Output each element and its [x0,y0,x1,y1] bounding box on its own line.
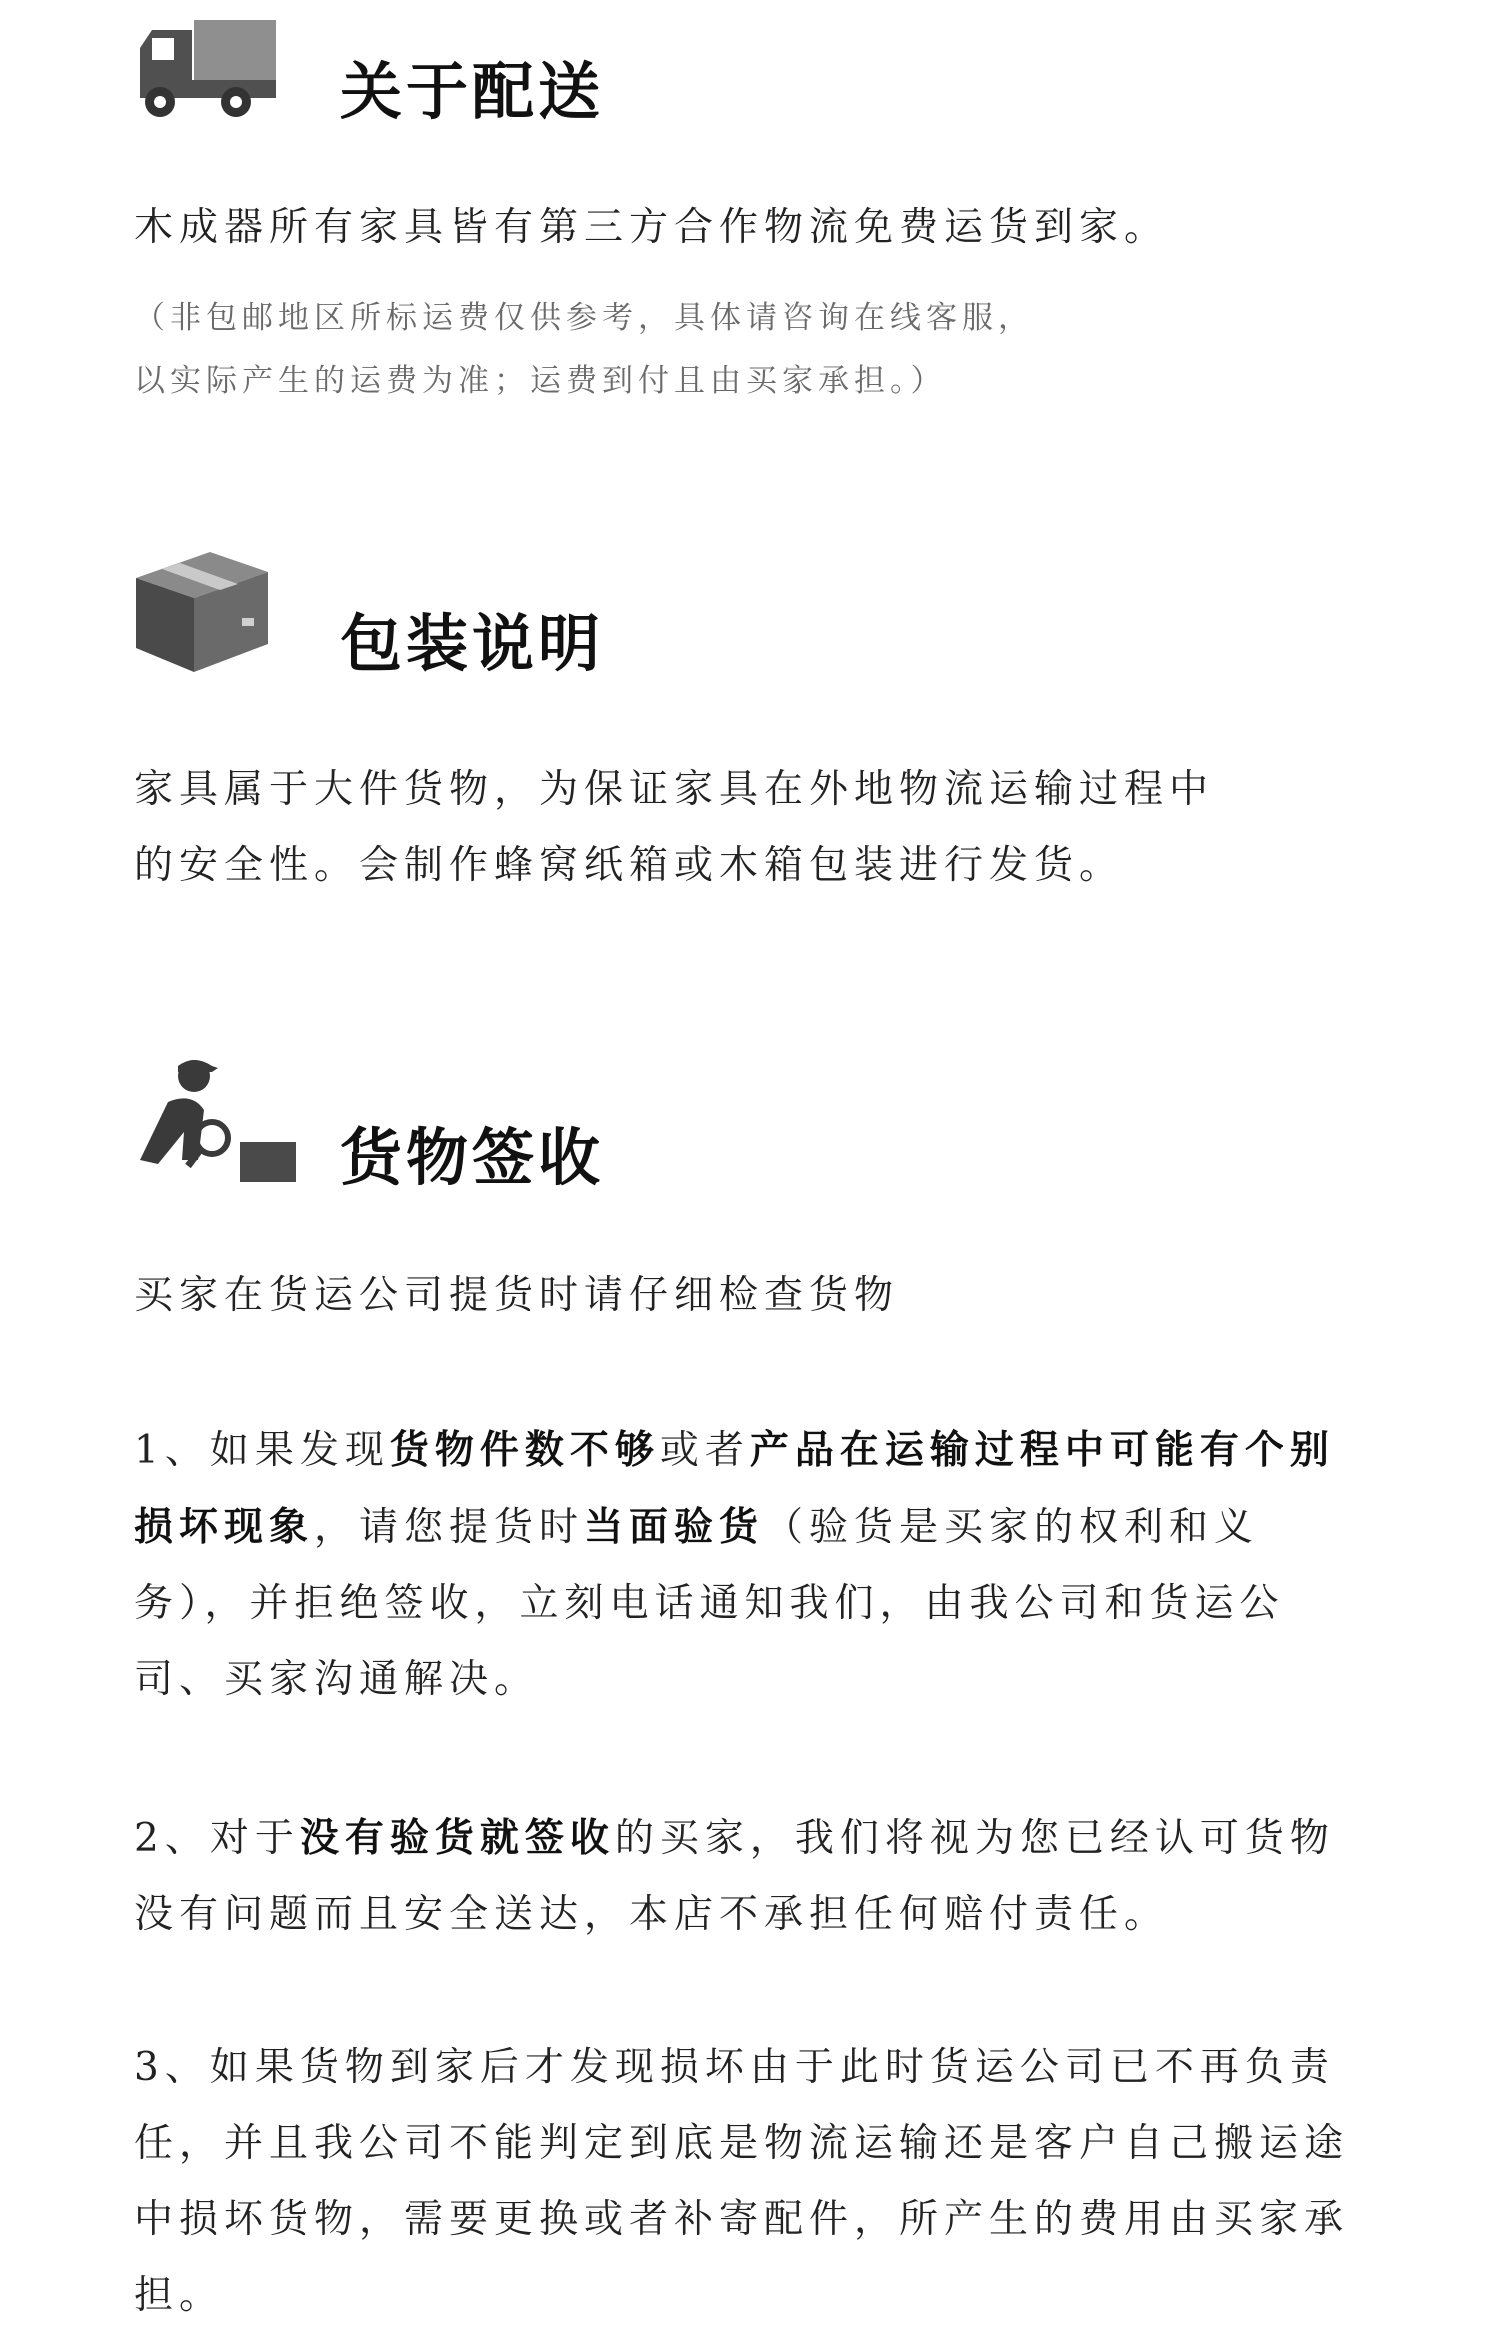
item-2-text-b: 的买家，我们将视为您已经认可货物没有问题而且安全送达，本店不承担任何赔付责任。 [134,1816,1335,1937]
item-1-text-a: 1、如果发现 [134,1428,390,1473]
item-2-bold-a: 没有验货就签收 [299,1815,615,1861]
item-1-bold-a: 货物件数不够 [389,1427,660,1473]
item-1-bold-c: 当面验货 [584,1504,765,1550]
item-1-text-c: ，请您提货时 [314,1505,585,1550]
delivery-note-line-2: 以实际产生的运费为准；运费到付且由买家承担。） [134,363,947,399]
item-1-bold-b: 产品在运输过程中可能有个别损坏现象 [134,1427,1335,1550]
receipt-item-1 [134,1412,1364,1718]
inspection-icon [132,1052,302,1182]
item-1-text-d: （验货是买家的权利和义务），并拒绝签收，立刻电话通知我们，由我公司和货运公司、买家沟通解决。 [134,1505,1285,1702]
box-icon [132,548,272,678]
delivery-note-line-1: （非包邮地区所标运费仅供参考，具体请咨询在线客服， [134,300,1034,336]
receipt-item-3: 3、如果货物到家后才发现损坏由于此时货运公司已不再负责任，并且我公司不能判定到底是物流运输还是客户自己搬运途中损坏货物，需要更换或者补寄配件，所产生的费用由买家承担。 [134,2045,1350,2318]
truck-icon [132,14,282,124]
packaging-line-2: 的安全性。会制作蜂窝纸箱或木箱包装进行发货。 [134,843,1125,888]
item-2-text-a: 2、对于 [134,1816,300,1861]
receipt-intro: 买家在货运公司提货时请仔细检查货物 [134,1273,900,1318]
item-1-text-b: 或者 [659,1428,750,1473]
packaging-title: 包装说明 [340,607,605,680]
delivery-title: 关于配送 [340,55,605,128]
receipt-item-2 [134,1800,1364,1953]
packaging-line-1: 家具属于大件货物，为保证家具在外地物流运输过程中 [134,767,1215,812]
delivery-text: 木成器所有家具皆有第三方合作物流免费运货到家。 [134,205,1170,250]
receipt-title: 货物签收 [340,1121,605,1194]
